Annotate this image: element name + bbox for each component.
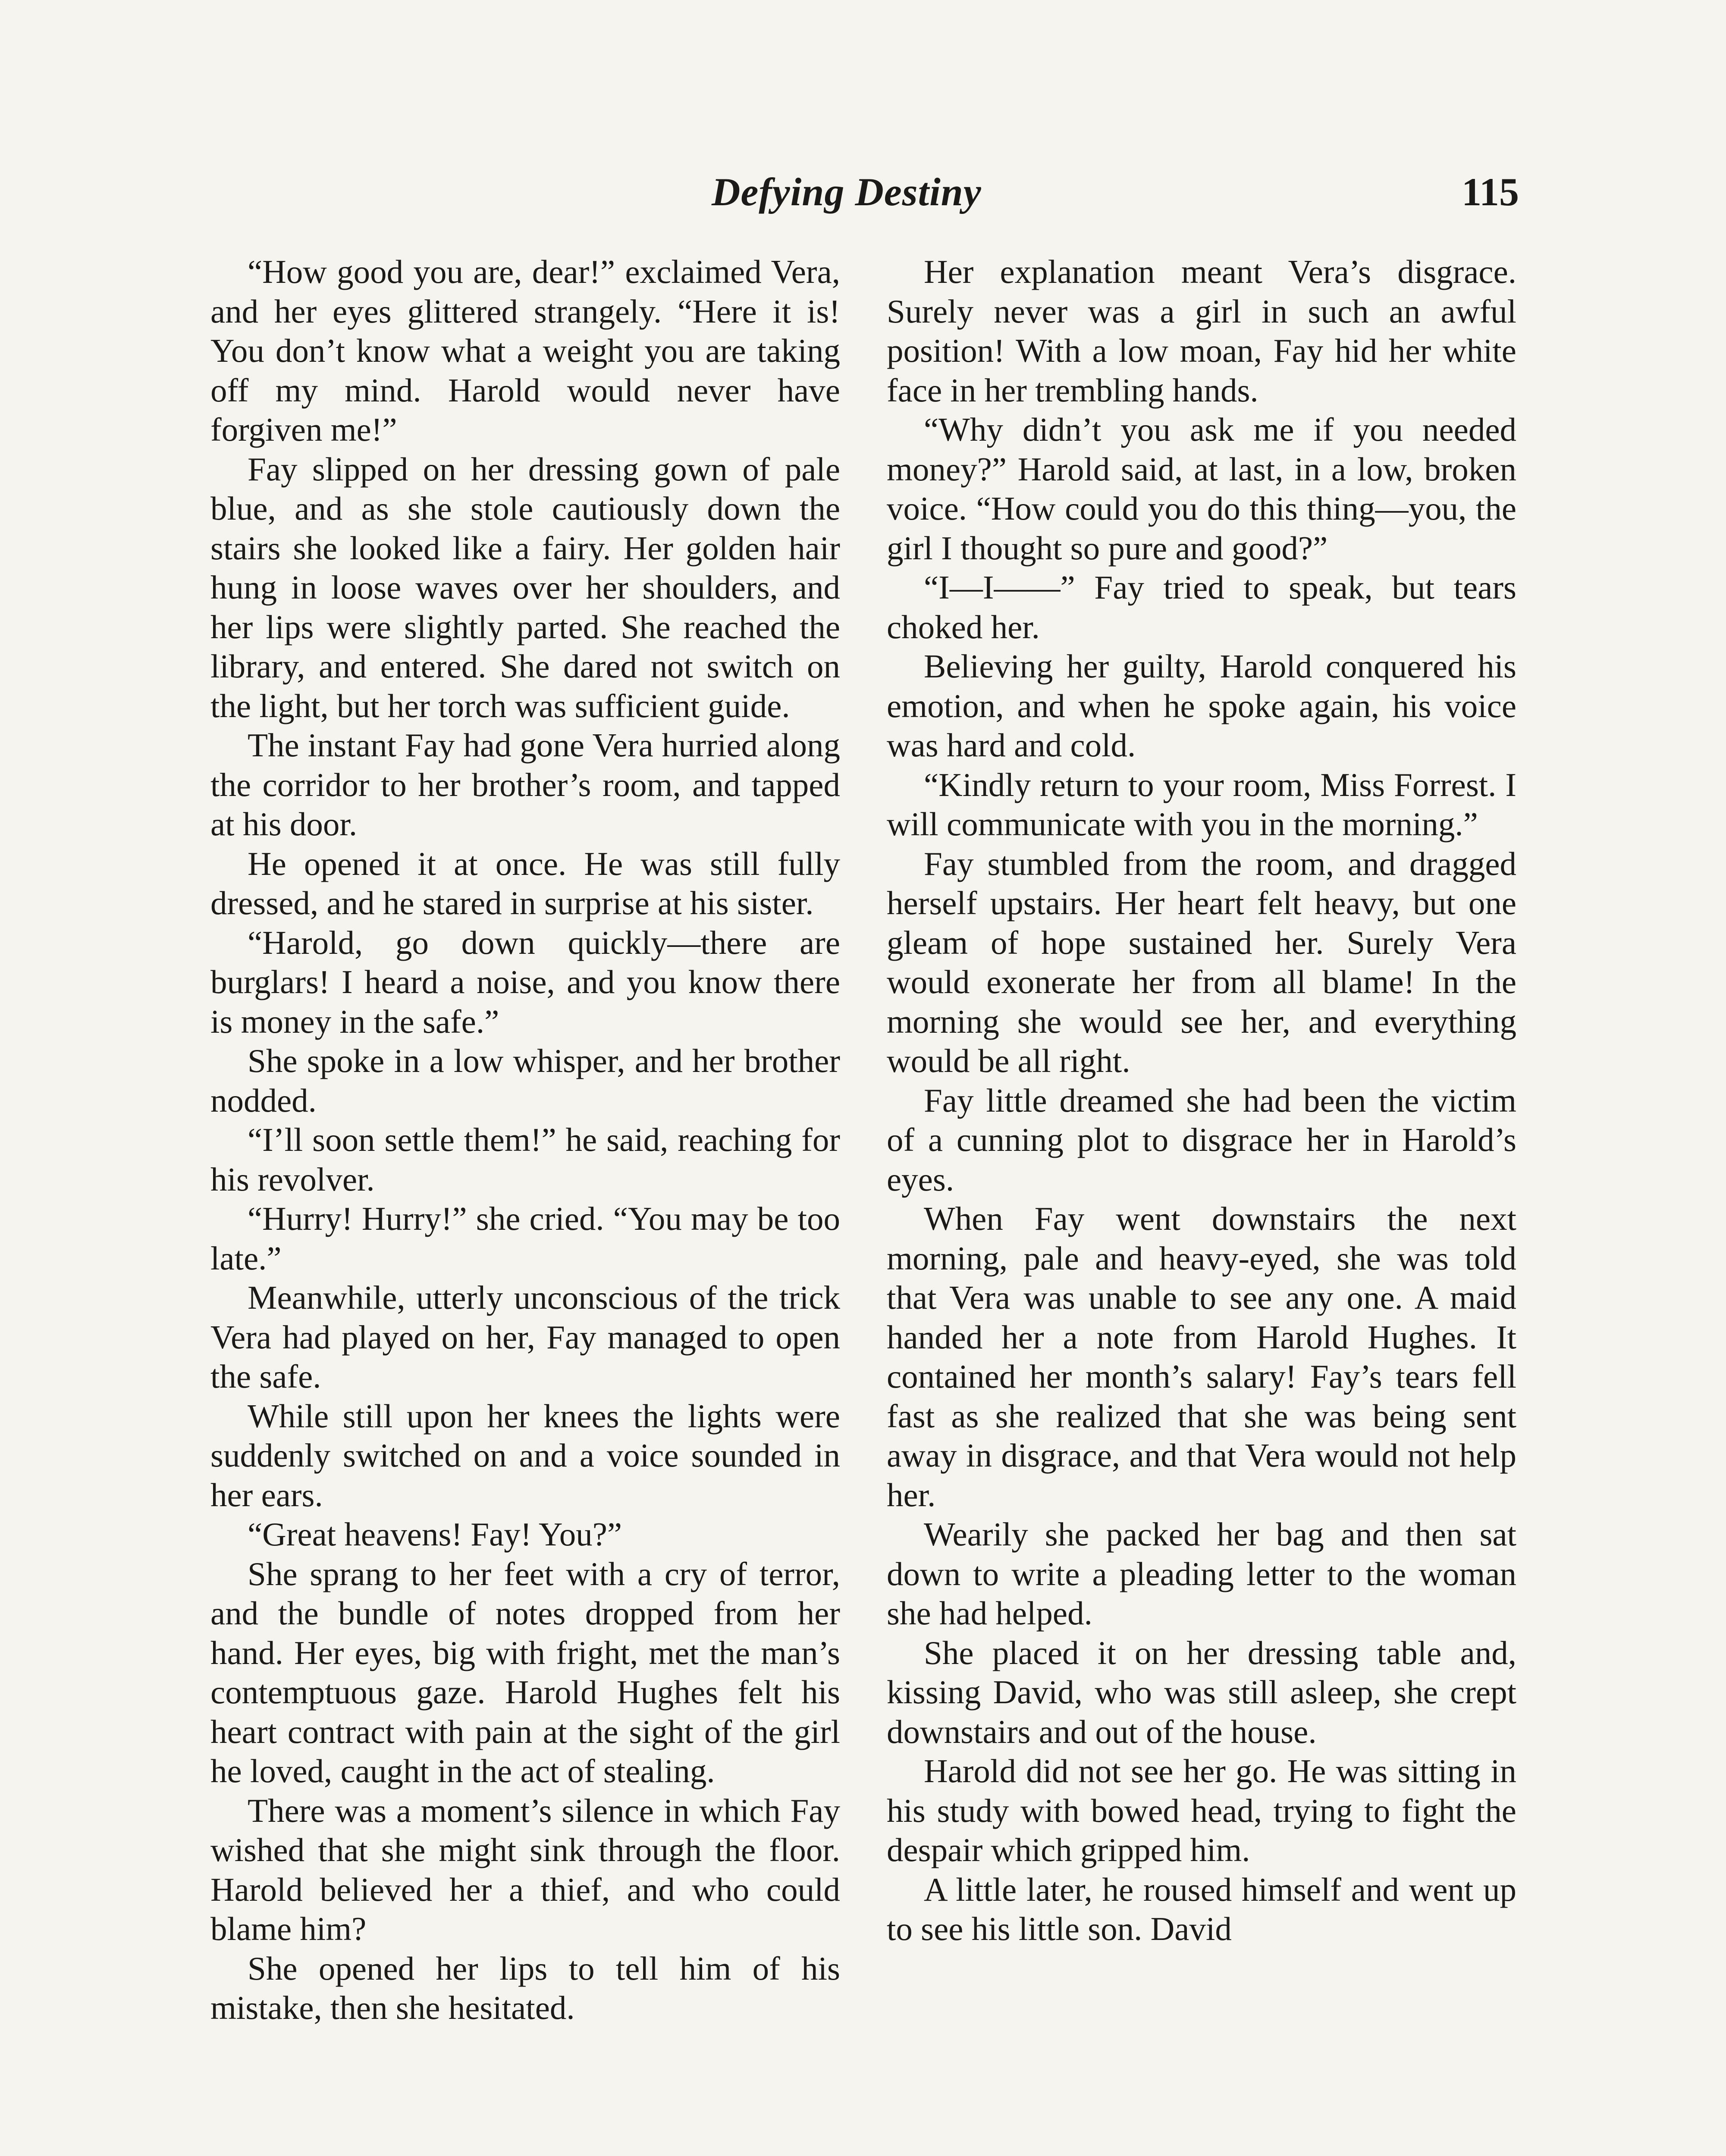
paragraph: “Why didn’t you ask me if you needed money?” Harold said, at last, in a low, broken voice. “How could you do this thing—you, the girl I thought so pure and good?” [887,411,1516,567]
paragraph: The instant Fay had gone Vera hurried along the corridor to her brother’s room, and tapped at his door. [210,727,840,843]
paragraph: “I—I——” Fay tried to speak, but tears choked her. [887,569,1516,646]
paragraph: Fay stumbled from the room, and dragged herself upstairs. Her heart felt heavy, but one gleam of hope sustained her. Surely Vera would exonerate her from all blame! In the morning she would see her, and everything would be all right. [887,845,1516,1079]
paragraph: Believing her guilty, Harold conquered his emotion, and when he spoke again, his voice was hard and cold. [887,648,1516,764]
paragraph: “How good you are, dear!” exclaimed Vera, and her eyes glittered strangely. “Here it is! You don’t know what a weight you are taking off my mind. Harold would never have forgiven me!” [210,253,840,448]
paragraph: “Great heavens! Fay! You?” [248,1516,622,1553]
paragraph: Wearily she packed her bag and then sat down to write a pleading letter to the woman she had helped. [887,1516,1516,1632]
running-title: Defying Destiny [712,170,982,214]
paragraph: Fay slipped on her dressing gown of pale blue, and as she stole cautiously down the stairs she looked like a fairy. Her golden hair hung in loose waves over her shoulders, and her lips were slightly parted. She reached the library, and entered. She dared not switch on the light, but her torch was sufficient guide. [210,450,840,724]
paragraph: A little later, he roused himself and went up to see his little son. David [887,1871,1516,1947]
paragraph: Harold did not see her go. He was sitting in his study with bowed head, trying to fight the despair which gripped him. [887,1752,1516,1868]
page-number: 115 [1462,170,1519,214]
paragraph: Meanwhile, utterly unconscious of the trick Vera had played on her, Fay managed to open the safe. [210,1279,840,1395]
paragraph: “Hurry! Hurry!” she cried. “You may be too late.” [210,1200,840,1277]
paragraph: There was a moment’s silence in which Fay wished that she might sink through the floor. Harold believed her a thief, and who could blame him? [210,1792,840,1947]
paragraph: She sprang to her feet with a cry of terror, and the bundle of notes dropped from her hand. Her eyes, big with fright, met the man’s contemptuous gaze. Harold Hughes felt his heart contract with pain at the sight of the girl he loved, caught in the act of stealing. [210,1555,840,1789]
paragraph: Her explanation meant Vera’s disgrace. Surely never was a girl in such an awful position! With a low moan, Fay hid her white face in her trembling hands. [887,253,1516,409]
paragraph: He opened it at once. He was still fully dressed, and he stared in surprise at his sister. [210,845,840,921]
paragraph: When Fay went downstairs the next morning, pale and heavy-eyed, she was told that Vera was unable to see any one. A maid handed her a note from Harold Hughes. It contained her month’s salary! Fay’s tears fell fast as she realized that she was being sent away in disgrace, and that Vera would not help her. [887,1200,1516,1514]
left-column [210,252,840,2028]
page-header [712,166,1519,226]
paragraph: Fay little dreamed she had been the victim of a cunning plot to disgrace her in Harold’s eyes. [887,1081,1516,1198]
paragraph: She spoke in a low whisper, and her brother nodded. [210,1042,840,1119]
right-column [887,252,1516,1949]
paragraph: “Harold, go down quickly—there are burglars! I heard a noise, and you know there is money in the safe.” [210,924,840,1040]
paragraph: She placed it on her dressing table and, kissing David, who was still asleep, she crept downstairs and out of the house. [887,1634,1516,1750]
paragraph: “Kindly return to your room, Miss Forrest. I will communicate with you in the morning.” [887,766,1516,843]
paragraph: She opened her lips to tell him of his mistake, then she hesitated. [210,1949,840,2026]
paragraph: “I’ll soon settle them!” he said, reaching for his revolver. [210,1121,840,1198]
paragraph: While still upon her knees the lights were suddenly switched on and a voice sounded in her ears. [210,1397,840,1514]
